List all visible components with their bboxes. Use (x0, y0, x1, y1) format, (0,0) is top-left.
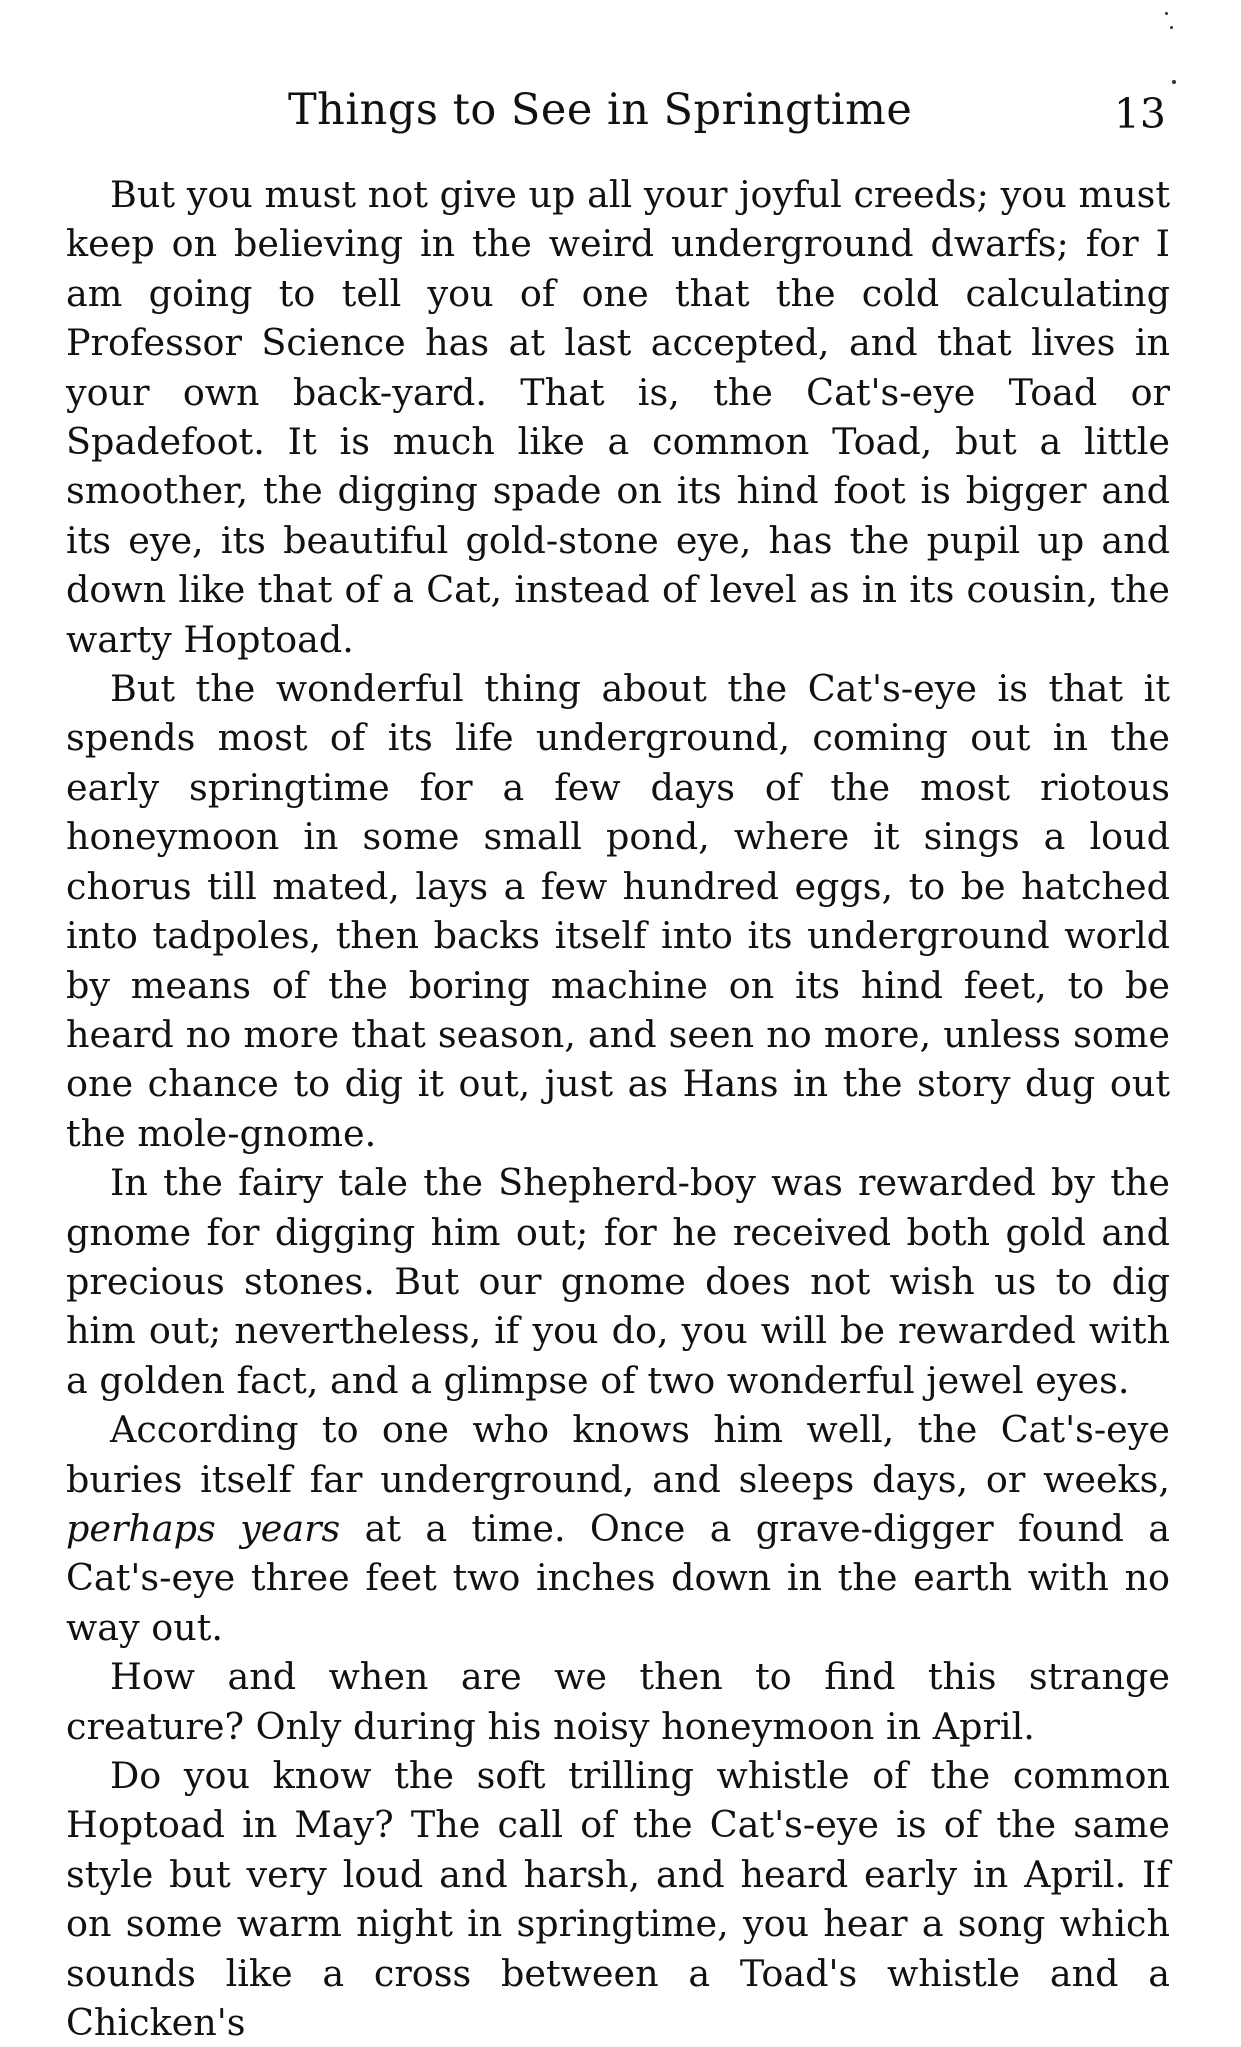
page-number: 13 (1113, 90, 1166, 138)
paragraph-2: But the wonderful thing about the Cat's-eye is that it spends most of its life underground, coming out in the early springtime for a few days of the most riotous honeymoon in some small pond, where it sings a loud chorus till mated, lays a few hundred eggs, to be hatched into tadpoles, then backs itself into its underground world by means of the boring machine on its hind feet, to be heard no more that season, and seen no more, unless some one chance to dig it out, just as Hans in the story dug out the mole-gnome. (66, 667, 1170, 1155)
paragraph-1: But you must not give up all your joyful creeds; you must keep on believing in the weird underground dwarfs; for I am going to tell you of one that the cold calculating Professor Science has at last accepted, and that lives in your own back-yard. That is, the Cat's-eye Toad or Spadefoot. It is much like a common Toad, but a little smoother, the digging spade on its hind foot is bigger and its eye, its beautiful gold-stone eye, has the pupil up and down like that of a Cat, instead of level as in its cousin, the warty Hoptoad. (66, 173, 1170, 661)
print-speck (1172, 80, 1176, 84)
paragraph-5: How and when are we then to find this strange creature? Only during his noisy honeymoon in April. (66, 1655, 1170, 1748)
paragraph-6: Do you know the soft trilling whistle of the common Hoptoad in May? The call of the Cat's-eye is of the same style but very loud and harsh, and heard early in April. If on some warm night in springtime, you hear a song which sounds like a cross between a Toad's whistle and a Chicken's (66, 1754, 1170, 2045)
body-text (66, 170, 1170, 2047)
page-header (66, 80, 1166, 150)
print-speck (1165, 12, 1168, 15)
paragraph-4-text-start: According to one who knows him well, the Cat's-eye buries itself far underground, and sleeps days, or weeks, (66, 1408, 1170, 1501)
paragraph-3: In the fairy tale the Shepherd-boy was rewarded by the gnome for digging him out; for he received both gold and precious stones. But our gnome does not wish us to dig him out; nevertheless, if you do, you will be rewarded with a golden fact, and a glimpse of two wonderful jewel eyes. (66, 1161, 1170, 1402)
italic-emphasis: perhaps years (66, 1506, 341, 1550)
paragraph-4-text-end: at a time. Once a grave-digger found a Cat's-eye three feet two inches down in the earth with no way out. (66, 1506, 1170, 1649)
print-speck (1170, 26, 1173, 29)
paragraph-4 (66, 1405, 1170, 1652)
running-head: Things to See in Springtime (288, 85, 913, 135)
